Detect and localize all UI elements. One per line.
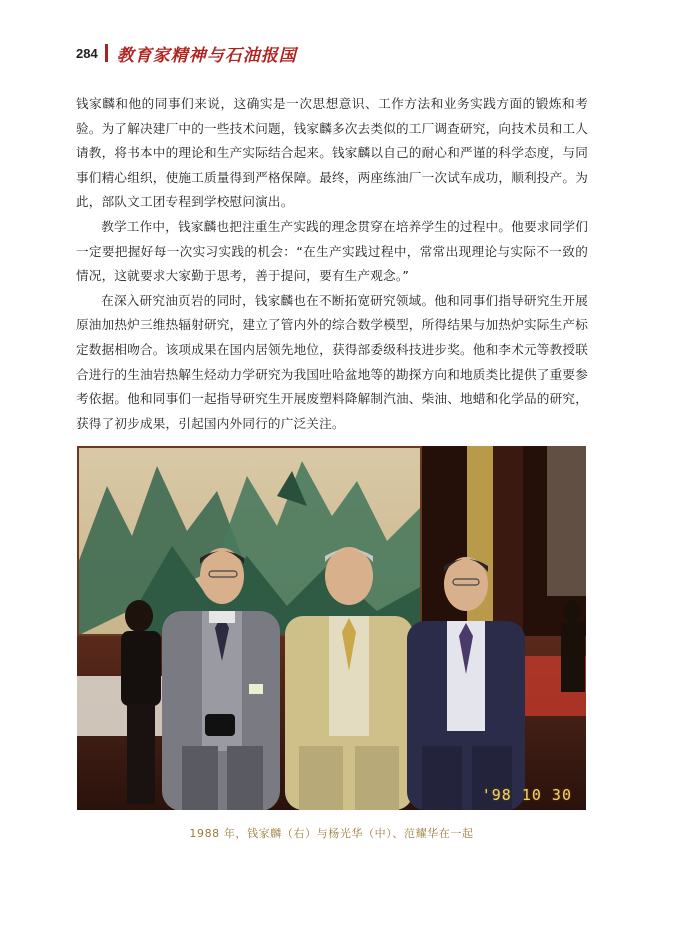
paragraph-3: 在深入研究油页岩的同时，钱家麟也在不断拓宽研究领域。他和同事们指导研究生开展原油加热炉三维热辐射研究，建立了管内外的综合数学模型，所得结果与加热炉实际生产标定数据相吻合。该项成果在国内居领先地位，获得部委级科技进步奖。他和李术元等教授联合进行的生油岩热解生烃动力学研究为我国吐哈盆地等的勘探方向和地质类比提供了重要参考依据。他和同事们一起指导研究生开展废塑料降解制汽油、柴油、地蜡和化学品的研究，获得了初步成果，引起国内外同行的广泛关注。 (76, 292, 588, 431)
paragraph-2: 教学工作中，钱家麟也把注重生产实践的理念贯穿在培养学生的过程中。他要求同学们一定要把握好每一次实习实践的机会：“在生产实践过程中，常常出现理论与实际不一致的情况，这就要求大家勤于思考，善于提问，要有生产观念。” (76, 218, 588, 284)
book-title: 教育家精神与石油报国 (116, 45, 297, 66)
paragraph-1: 钱家麟和他的同事们来说，这确实是一次思想意识、工作方法和业务实践方面的锻炼和考验。为了解决建厂中的一些技术问题，钱家麟多次去类似的工厂调查研究，向技术员和工人请教，将书本中的理论和生产实际结合起来。钱家麟以自己的耐心和严谨的科学态度，与同事们精心组织，使施工质量得到严格保障。最终，两座练油厂一次试车成功，顺利投产。为此，部队文工团专程到学校慰问演出。 (76, 96, 588, 210)
gold-pillar (467, 446, 493, 646)
page-header (76, 38, 297, 68)
group-photo (77, 446, 586, 810)
header-divider (105, 44, 108, 62)
page-number: 284 (76, 45, 98, 61)
photo-illustration (77, 446, 586, 810)
body-text (76, 92, 588, 436)
photo-date-stamp: '98 10 30 (481, 786, 572, 804)
photo-caption: 1988 年，钱家麟（右）与杨光华（中）、范耀华在一起 (189, 827, 474, 840)
